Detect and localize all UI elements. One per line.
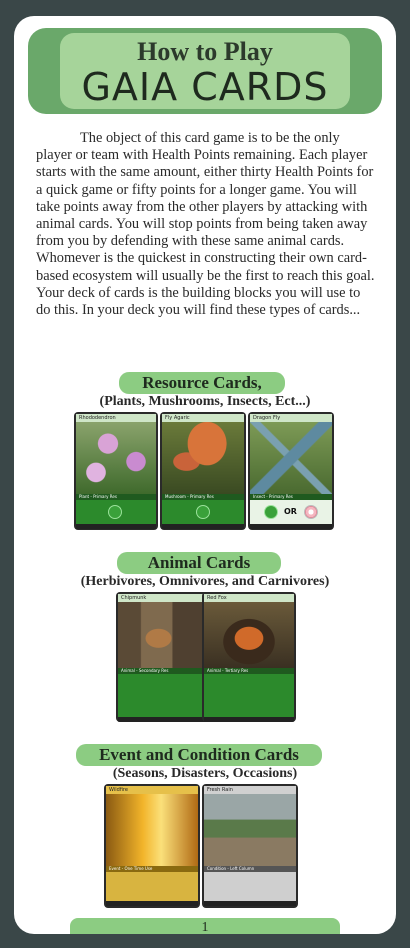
title-line-2: GAIA CARDS [81, 65, 329, 109]
card-type: Animal - Secondary Res [118, 668, 208, 674]
card-title: Wildfire [106, 786, 198, 794]
card-title: Rhododendron [76, 414, 156, 422]
card-art [76, 422, 156, 494]
card-art [162, 422, 244, 494]
card-type: Event - One Time Use [106, 866, 198, 872]
title-line-1: How to Play [137, 37, 273, 66]
page-number-bar [70, 918, 340, 934]
animal-cards-heading: Animal Cards [117, 552, 281, 574]
card-title: Fly Agaric [162, 414, 244, 422]
intro-text: The object of this card game is to be the only player or team with Health Points remaining. Each player starts with the same amount, either thirty Health Points for a quick game or fifty points for a longer game. You will take points away from the other players by attacking with animal cards. You will stop points from being taken away from you by defending with these same animal cards. Whomever is the quickest in constructing their own card-based ecosystem will usually be the first to reach this goal. Your deck of cards is the building blocks you will use to do this. In your deck you will find these types of cards... [36, 130, 375, 319]
title-banner [28, 28, 382, 114]
card-textbox [106, 872, 198, 901]
page-sheet [14, 16, 396, 934]
card-title: Dragon Fly [250, 414, 332, 422]
card-title: Fresh Rain [204, 786, 296, 794]
card-textbox [76, 500, 156, 524]
card-textbox [118, 674, 208, 717]
resource-card-dragon-fly [248, 412, 334, 530]
title-banner-inner [60, 33, 350, 109]
card-type: Mushroom - Primary Res [162, 494, 244, 500]
card-type: Condition - Left Column [204, 866, 296, 872]
event-card-wildfire [104, 784, 200, 908]
or-label: OR [284, 507, 297, 516]
resource-cards-heading: Resource Cards, [119, 372, 285, 394]
animal-cards-subtitle: (Herbivores, Omnivores, and Carnivores) [80, 574, 330, 589]
card-textbox [204, 872, 296, 901]
intro-paragraph [36, 130, 376, 319]
flower-symbol-icon [304, 505, 318, 519]
card-type: Insect - Primary Res [250, 494, 332, 500]
card-art [250, 422, 332, 494]
card-textbox [204, 674, 294, 717]
resource-symbol-icon [196, 505, 210, 519]
animal-card-red-fox [202, 592, 296, 722]
card-textbox [162, 500, 244, 524]
card-art [118, 602, 208, 668]
card-art [106, 794, 198, 866]
event-cards-heading: Event and Condition Cards [76, 744, 322, 766]
card-title: Chipmunk [118, 594, 208, 602]
event-cards-subtitle: (Seasons, Disasters, Occasions) [112, 766, 298, 781]
resource-card-rhododendron [74, 412, 158, 530]
animal-card-chipmunk [116, 592, 210, 722]
resource-symbol-icon [108, 505, 122, 519]
card-type: Animal - Tertiary Res [204, 668, 294, 674]
card-art [204, 794, 296, 866]
card-textbox [250, 500, 332, 524]
card-art [204, 602, 294, 668]
condition-card-fresh-rain [202, 784, 298, 908]
card-type: Plant - Primary Res [76, 494, 156, 500]
resource-card-fly-agaric [160, 412, 246, 530]
resource-cards-subtitle: (Plants, Mushrooms, Insects, Ect...) [99, 394, 311, 409]
resource-symbol-icon [264, 505, 278, 519]
card-title: Red Fox [204, 594, 294, 602]
page-number: 1 [201, 920, 209, 934]
